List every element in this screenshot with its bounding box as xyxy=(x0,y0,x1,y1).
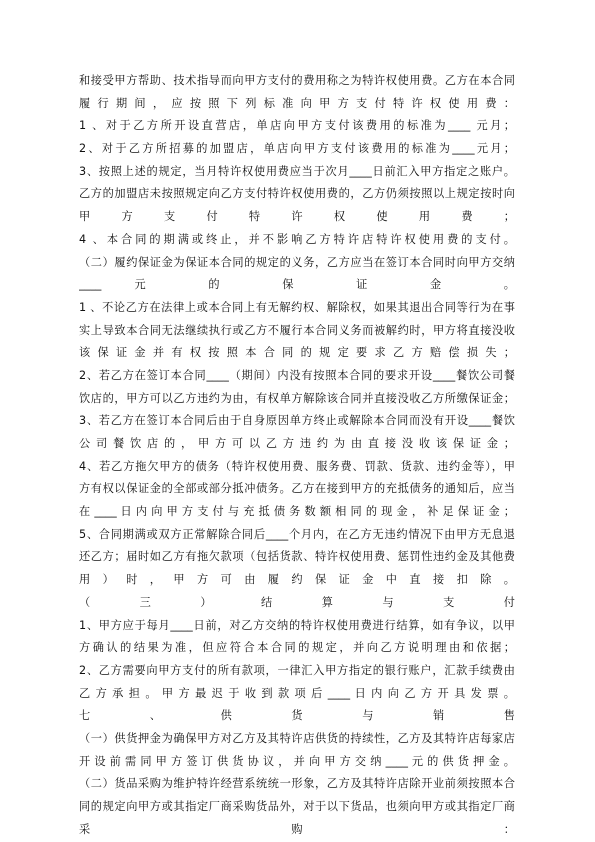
text-line: 开 设 前 需 同 甲 方 签 订 供 货 协 议 ， 并 向 甲 方 交 纳 ____ 元 的 供 货 押 金 。 xyxy=(79,754,515,768)
text-line: 3、按照上述的规定，当月特许权使用费应当于次月____日前汇入甲方指定之账户。 xyxy=(79,164,515,178)
text-line: （ 三 ） 结 算 与 支 付 xyxy=(79,595,515,609)
text-line: （二）履约保证金为保证本合同的规定的义务，乙方应当在签订本合同时向甲方交纳 xyxy=(79,255,515,269)
text-line: 2、若乙方在签订本合同____（期间）内没有按照本合同的要求开设____餐饮公司餐 xyxy=(79,368,515,382)
text-line: 1 、不论乙方在法律上或本合同上有无解约权、解除权，如果其退出合同等行为在事 xyxy=(79,300,515,314)
text-line: 七 、 供 货 与 销 售 xyxy=(79,709,515,723)
text-line: 方确认的结果为准，但应符合本合同的规定，并向乙方说明理由和依据； xyxy=(79,641,515,655)
text-line: （二）货品采购为维护特许经营系统统一形象，乙方及其特许店除开业前须按照本合 xyxy=(79,777,515,791)
text-line: 履 行 期 间 ， 应 按 照 下 列 标 准 向 甲 方 支 付 特 许 权 使 用 费 ： xyxy=(79,96,515,110)
text-line: 乙 方 承 担 。 甲 方 最 迟 于 收 到 款 项 后 ____ 日 内 向 乙 方 开 具 发 票 。 xyxy=(79,686,515,700)
text-line: 在 ____ 日 内 向 甲 方 支 付 与 充 抵 债 务 数 额 相 同 的 现 金 ， 补 足 保 证 金 ； xyxy=(79,505,515,519)
text-line: 4、若乙方拖欠甲方的债务（特许权使用费、服务费、罚款、货款、违约金等），甲 xyxy=(79,459,515,473)
text-line: 2、对于乙方所招募的加盟店，单店向甲方支付该费用的标准为____元月； xyxy=(79,142,515,156)
document-body xyxy=(79,70,515,841)
text-line: 用 ） 时 ， 甲 方 可 由 履 约 保 证 金 中 直 接 扣 除 。 xyxy=(79,573,515,587)
text-line: 实上导致本合同无法继续执行或乙方不履行本合同义务而被解约时，甲方将直接没收 xyxy=(79,323,515,337)
text-line: 同的规定向甲方或其指定厂商采购货品外，对于以下货品，也须向甲方或其指定厂商 xyxy=(79,800,515,813)
text-line: 该 保 证 金 并 有 权 按 照 本 合 同 的 规 定 要 求 乙 方 赔 偿 损 失 ； xyxy=(79,346,515,360)
text-line: 和接受甲方帮助、技术指导而向甲方支付的费用称之为特许权使用费。乙方在本合同 xyxy=(79,74,515,87)
text-line: 乙方的加盟店未按照规定向乙方支付特许权使用费的，乙方仍须按照以上规定按时向 xyxy=(79,187,515,201)
text-line: 饮店的，甲方可以乙方违约为由，有权单方解除该合同并直接没收乙方所缴保证金； xyxy=(79,391,515,405)
text-line: 1、甲方应于每月____日前，对乙方交纳的特许权使用费进行结算，如有争议，以甲 xyxy=(79,618,515,632)
text-line: 3、若乙方在签订本合同后由于自身原因单方终止或解除本合同而没有开设____餐饮 xyxy=(79,414,515,428)
text-line: ____ 元 的 保 证 金 。 xyxy=(79,278,515,292)
text-line: 1 、对于乙方所开设直营店，单店向甲方支付该费用的标准为____ 元月； xyxy=(79,119,515,133)
text-line: 还乙方；届时如乙方有拖欠款项（包括货款、特许权使用费、惩罚性违约金及其他费 xyxy=(79,550,515,564)
text-line: （一）供货押金为确保甲方对乙方及其特许店供货的持续性，乙方及其特许店每家店 xyxy=(79,731,515,745)
text-line: 5、合同期满或双方正常解除合同后____个月内，在乙方无违约情况下由甲方无息退 xyxy=(79,527,515,541)
text-line: 公 司 餐 饮 店 的 ， 甲 方 可 以 乙 方 违 约 为 由 直 接 没 收 该 保 证 金 ； xyxy=(79,437,515,450)
text-line: 2、乙方需要向甲方支付的所有款项，一律汇入甲方指定的银行账户，汇款手续费由 xyxy=(79,663,515,677)
text-line: 甲 方 支 付 特 许 权 使 用 费 ； xyxy=(79,210,515,224)
text-line: 4 、本合同的期满或终止，并不影响乙方特许店特许权使用费的支付。 xyxy=(79,232,515,246)
text-line: 采 购 ： xyxy=(79,822,515,836)
text-line: 方有权以保证金的全部或部分抵冲债务。乙方在接到甲方的充抵债务的通知后，应当 xyxy=(79,482,515,496)
